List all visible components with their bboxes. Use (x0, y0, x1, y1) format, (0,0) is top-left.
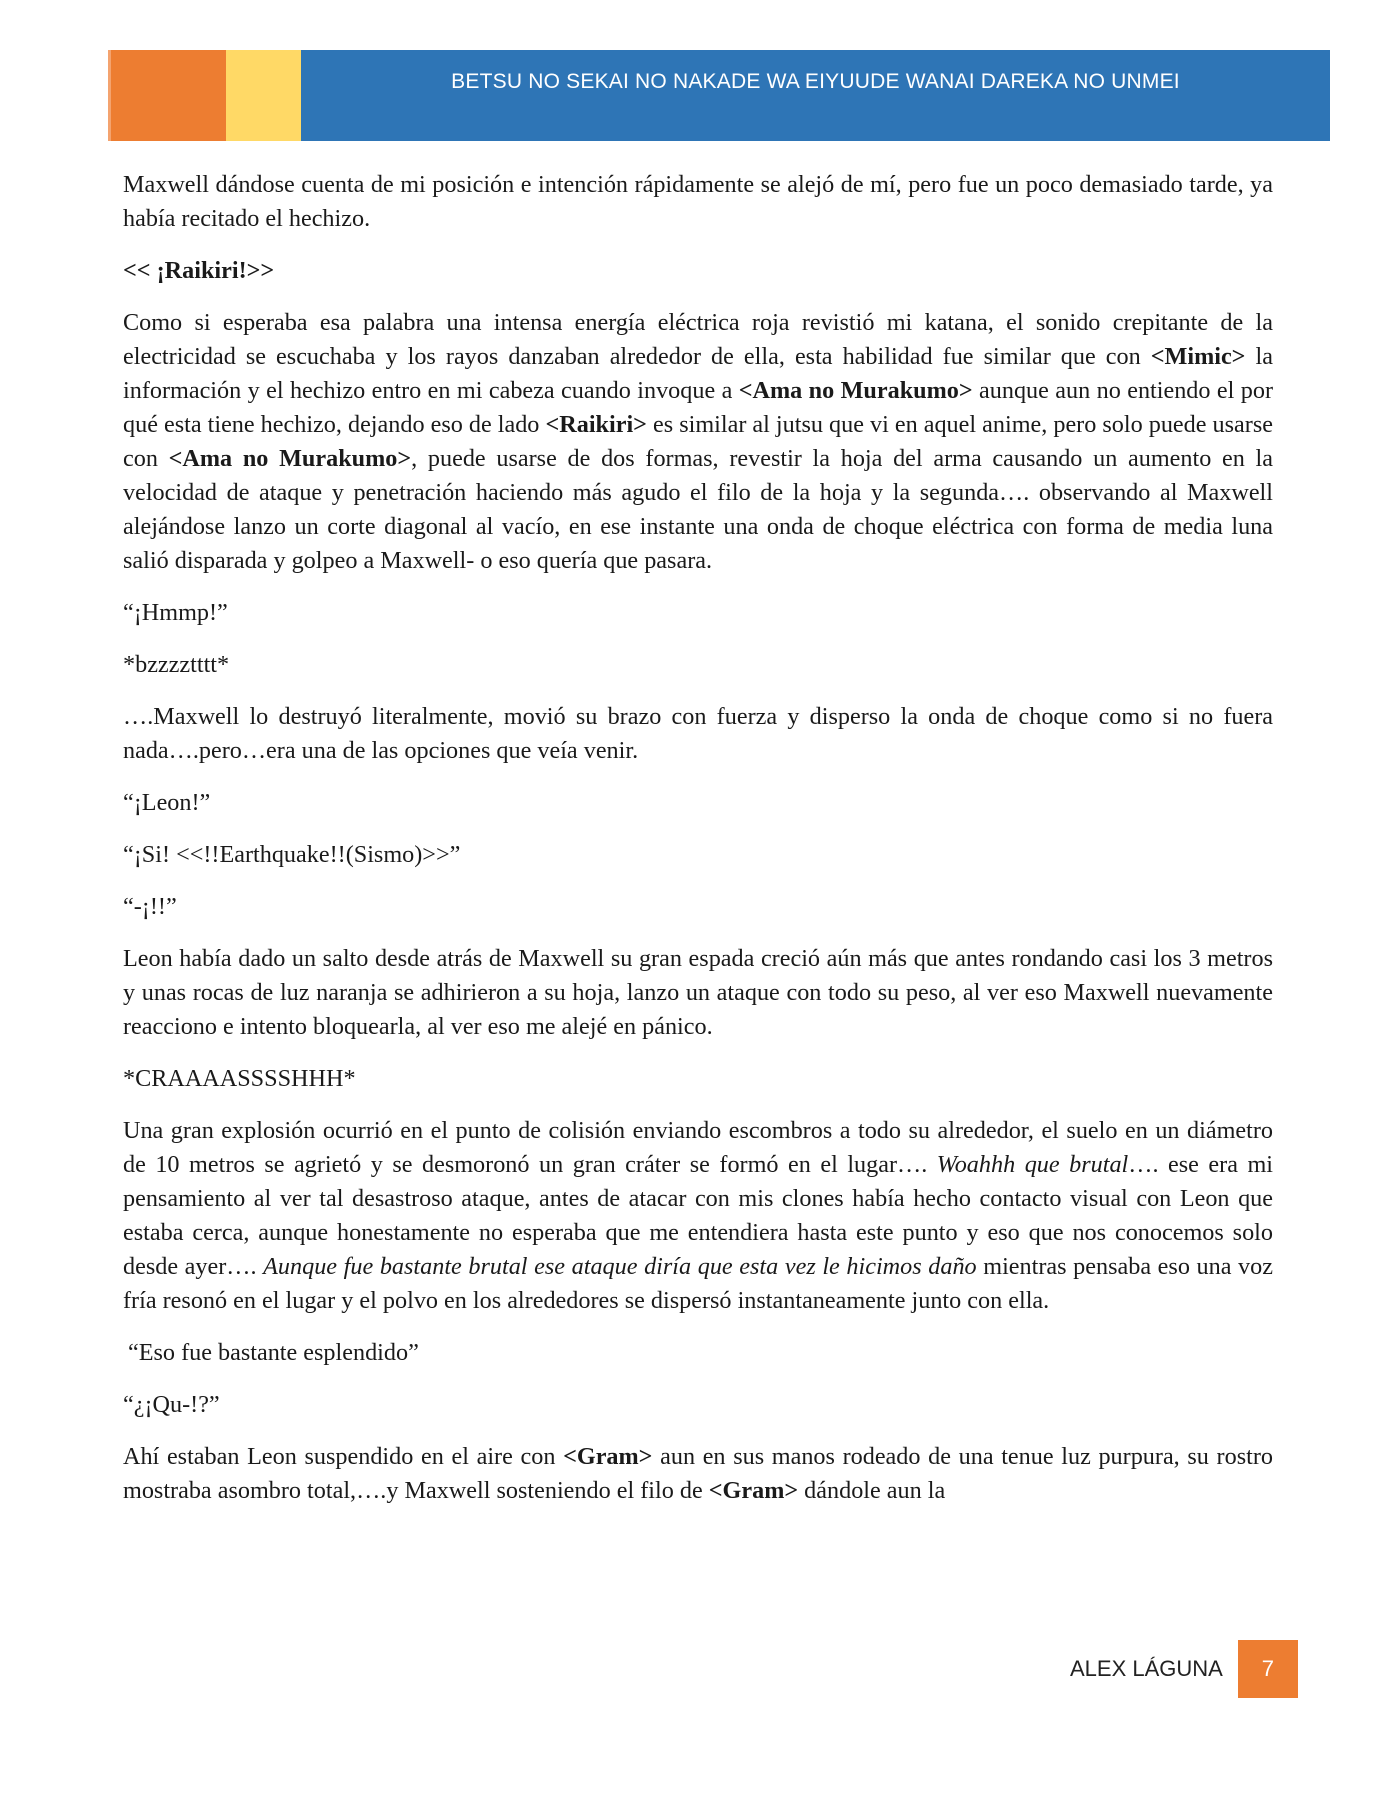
dialogue-line: “-¡!!” (123, 893, 177, 920)
page-body (123, 168, 1273, 1526)
sound-effect: *bzzzztttt* (123, 651, 230, 678)
page-header (108, 50, 1330, 141)
dialogue-line: “Eso fue bastante esplendido” (128, 1339, 419, 1366)
header-title: BETSU NO SEKAI NO NAKADE WA EIYUUDE WANAI DAREKA NO UNMEI (301, 50, 1330, 141)
weapon-name: <Ama no Murakumo> (168, 445, 412, 472)
thought-text: Aunque fue bastante brutal ese ataque diría que esta vez le hicimos daño (263, 1253, 977, 1280)
dialogue-line: “¡Leon!” (123, 789, 211, 816)
skill-name: <Mimic> (1150, 343, 1246, 370)
text-span: Una gran explosión ocurrió en el punto de colisión enviando escombros a todo su alrededor, el suelo en un diámetro de 10 metros se agrietó y se desmoronó un gran cráter se formó en el lugar…. (123, 1117, 1273, 1178)
weapon-name: <Gram> (708, 1477, 799, 1504)
page-footer (1070, 1640, 1298, 1698)
text-span: mientras pensaba eso una voz fría resonó en el lugar y el polvo en los alrededores se dispersó instantaneamente junto con ella. (123, 1253, 1273, 1314)
dialogue-line: “¡Hmmp!” (123, 599, 228, 626)
paragraph (123, 1114, 1273, 1318)
thought-text: Woahhh que brutal (936, 1151, 1129, 1178)
header-yellow-block (226, 50, 301, 141)
text-span: aunque aun no entiendo el por qué esta tiene hechizo, dejando eso de lado (123, 377, 1273, 438)
header-orange-block (108, 50, 226, 141)
paragraph: Maxwell dándose cuenta de mi posición e intención rápidamente se alejó de mí, pero fue un poco demasiado tarde, ya había recitado el hechizo. (123, 171, 1273, 232)
sound-effect: *CRAAAASSSSHHH* (123, 1065, 356, 1092)
weapon-name: <Ama no Murakumo> (738, 377, 973, 404)
text-span: Ahí estaban Leon suspendido en el aire con (123, 1443, 564, 1470)
paragraph: ….Maxwell lo destruyó literalmente, movió su brazo con fuerza y disperso la onda de choque como si no fuera nada….pero…era una de las opciones que veía venir. (123, 703, 1273, 764)
page-number: 7 (1238, 1640, 1298, 1698)
text-span: la información y el hechizo entro en mi cabeza cuando invoque a (123, 343, 1273, 404)
text-span: aun en sus manos rodeado de una tenue luz purpura, su rostro mostraba asombro total,….y Maxwell sosteniendo el filo de (123, 1443, 1273, 1504)
text-span: Como si esperaba esa palabra una intensa energía eléctrica roja revistió mi katana, el sonido crepitante de la electricidad se escuchaba y los rayos danzaban alrededor de ella, esta habilidad fue similar que con (123, 309, 1273, 370)
text-span: , puede usarse de dos formas, revestir la hoja del arma causando un aumento en la velocidad de ataque y penetración haciendo más agudo el filo de la hoja y la segunda…. observando al Maxwell alejándose lanzo un corte diagonal al vacío, en ese instante una onda de choque eléctrica con forma de media luna salió disparada y golpeo a Maxwell- o eso quería que pasara. (123, 445, 1274, 574)
text-span: es similar al jutsu que vi en aquel anime, pero solo puede usarse con (123, 411, 1273, 472)
weapon-name: <Gram> (563, 1443, 653, 1470)
paragraph: Leon había dado un salto desde atrás de Maxwell su gran espada creció aún más que antes rondando casi los 3 metros y unas rocas de luz naranja se adhirieron a su hoja, lanzo un ataque con todo su peso, al ver eso Maxwell nuevamente reacciono e intento bloquearla, al ver eso me alejé en pánico. (123, 945, 1273, 1040)
paragraph (123, 1440, 1273, 1508)
paragraph (123, 306, 1273, 578)
text-span: …. ese era mi pensamiento al ver tal desastroso ataque, antes de atacar con mis clones había hecho contacto visual con Leon que estaba cerca, aunque honestamente no esperaba que me entendiera hasta este punto y eso que nos conocemos solo desde ayer…. (123, 1151, 1273, 1280)
spell-incantation: << ¡Raikiri!>> (123, 257, 275, 284)
author-name: ALEX LÁGUNA (1070, 1656, 1223, 1681)
dialogue-line: “¿¡Qu-!?” (123, 1391, 220, 1418)
dialogue-line: “¡Si! <<!!Earthquake!!(Sismo)>>” (123, 841, 461, 868)
skill-name: <Raikiri> (545, 411, 647, 438)
text-span: dándole aun la (798, 1477, 946, 1504)
